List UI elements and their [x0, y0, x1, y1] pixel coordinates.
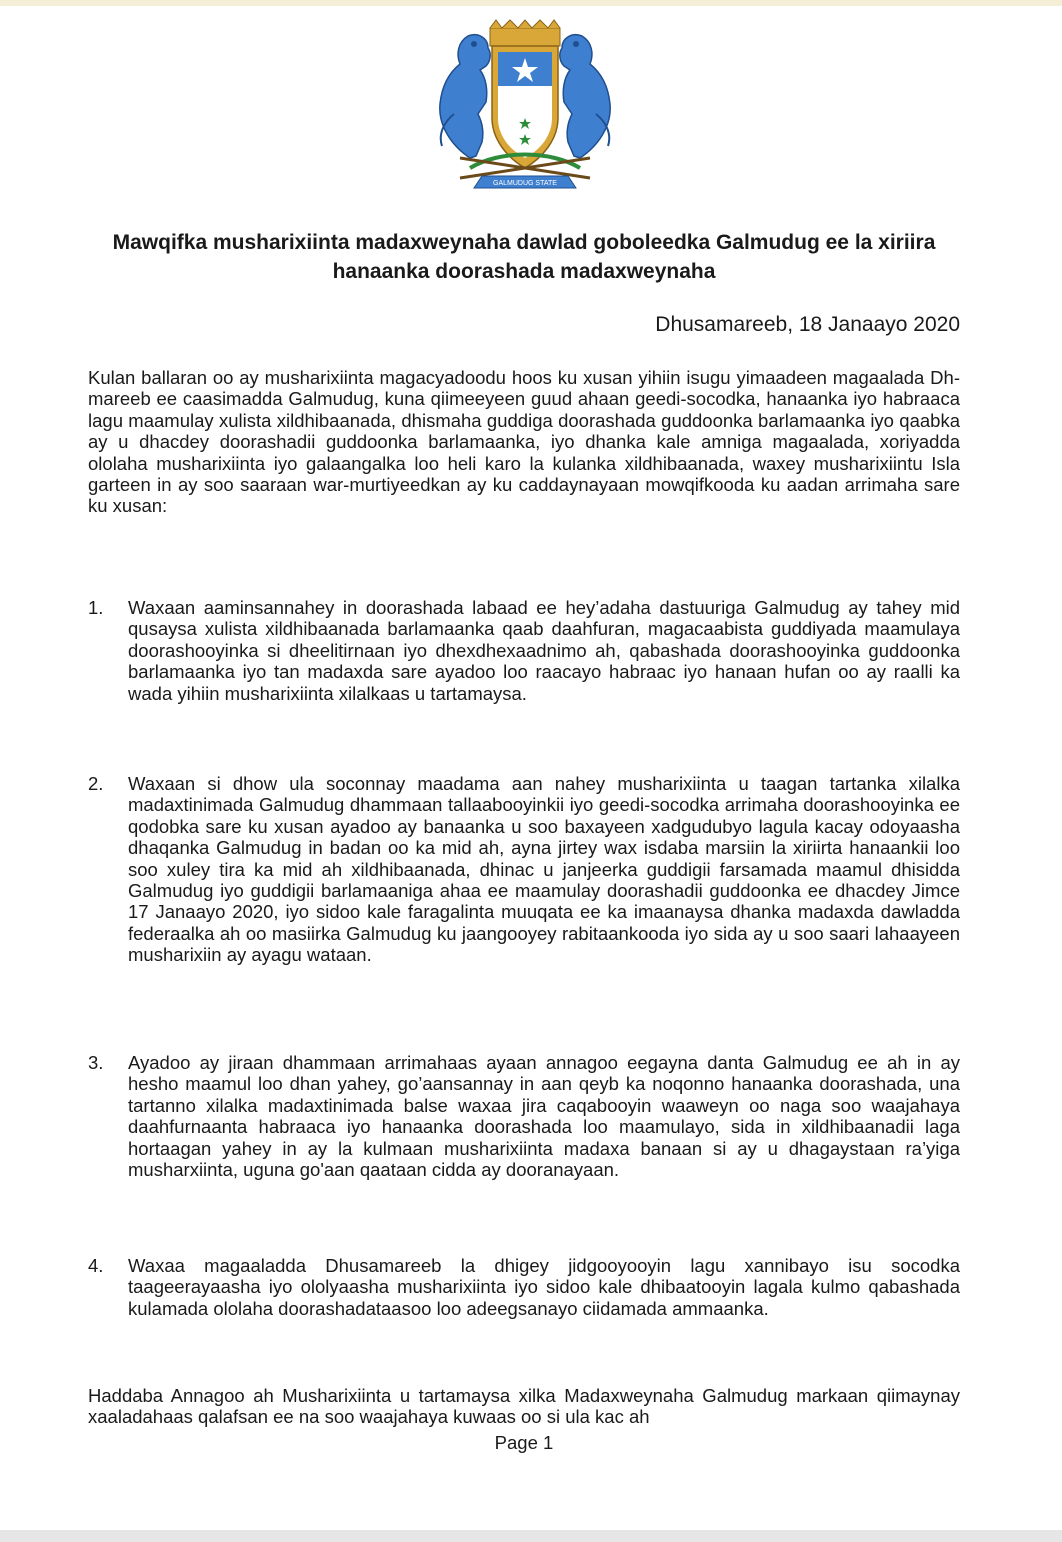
- intro-paragraph: Kulan ballaran oo ay musharixiinta magacyadoodu hoos ku xusan yihiin isugu yimaadeen magaalada Dh-mareeb ee caasimadda Galmudug, kuna qiimeeyeen guud ahaan geedi-socodka, hanaanka iyo habraaca lagu maamulay xulista xildhibaanada, dhismaha guddiga doorashada guddoonka barlamaanka iyo qaabka ay u dhacdey doorashadii guddoonka barlamaanka, iyo dhanka kale amniga magaalada, xoriyadda ololaha musharixiinta iyo galaangalka loo heli karo la kulanka xildhibaanada, waxey musharixiintu Isla garteen in ay soo saaraan war-murtiyeedkan ay ku caddaynayaan mowqifkooda ku aadan arrimaha sare ku xusan:: [88, 367, 960, 517]
- right-lion-icon: [560, 35, 610, 158]
- dateline: Dhusamareeb, 18 Janaayo 2020: [655, 313, 960, 336]
- left-lion-icon: [440, 35, 490, 158]
- banner-text: GALMUDUG STATE: [493, 180, 557, 187]
- list-item-text: Waxaan si dhow ula soconnay maadama aan nahey musharixiinta u taagan tartanka xilalka madaxtinimada Galmudug dhammaan tallaabooyinkii iyo geedi-socodka arrimaha doorashooyinka ee qodobka sare ku xusan ayadoo ay banaanka u soo baxayeen xadgudubyo lagula kacay odoyaasha dhaqanka Galmudug in badan oo ka mid ah, ayna jirtey wax isdaba marsiin la xiriirta hanaankii loo soo xuley tira ka mid ah xildhibaanada, dhinac u janjeerka guddigii farsamada maamul dhisidda Galmudug iyo guddigii barlamaaniga ahaa ee maamulay doorashadii guddoonka ee dhacdey Jimce 17 Janaayo 2020, iyo sidoo kale faragalinta muuqata ee ka imaanaysa dhanka madaxda dawladda federaalka ah oo masiirka Galmudug ku jaangooyey rabitaankooda iyo sida ay u soo saari lahaayeen musharixiin ay ayagu wataan.: [128, 773, 960, 966]
- galmudug-coat-of-arms-logo: [430, 18, 620, 196]
- list-number: 1.: [88, 597, 104, 618]
- top-edge: [0, 0, 1062, 6]
- list-item: [88, 1052, 960, 1180]
- list-item: [88, 597, 960, 704]
- page-number: Page 1: [494, 1432, 554, 1453]
- page-gap: [0, 1530, 1062, 1542]
- document-title: Mawqifka musharixiinta madaxweynaha dawlad goboleedka Galmudug ee la xiriira hanaanka doorashada madaxweynaha: [112, 231, 936, 283]
- list-number: 2.: [88, 773, 104, 794]
- list-item-text: Waxaa magaaladda Dhusamareeb la dhigey jidgooyooyin lagu xannibayo isu socodka taageerayaasha iyo ololyaasha musharixiinta iyo sidoo kale dhibaatooyin lagala kulmo qabashada kulamada ololaha doorashadataasoo loo adeegsanayo ciidamada ammaanka.: [128, 1255, 960, 1319]
- list-item-text: Ayadoo ay jiraan dhammaan arrimahaas ayaan annagoo eegayna danta Galmudug ee ah in ay hesho maamul loo dhan yahey, go’aansannay in aan qeyb ka noqonno hanaanka doorashada, una tartanno xilalka madaxtinimada balse waxaa jira caqabooyin waaweyn oo naga soo waajahaya daahfurnaanta habraaca iyo hanaanka doorashada loo maamulayo, sida in xildhibaanadii laga hortaagan yahey in ay la kulmaan musharixiinta madaxa banaan si ay u dhagaystaan ra’yiga musharxiinta, uguna go'aan qaataan cidda ay dooranayaan.: [128, 1052, 960, 1181]
- list-item: [88, 1255, 960, 1319]
- list-number: 4.: [88, 1255, 104, 1276]
- list-item: [88, 773, 960, 966]
- list-number: 3.: [88, 1052, 104, 1073]
- closing-paragraph: Haddaba Annagoo ah Musharixiinta u tartamaysa xilka Madaxweynaha Galmudug markaan qiimaynay xaaladahaas qalafsan ee na soo waajahaya kuwaas oo si ula kac ah: [88, 1385, 960, 1428]
- list-item-text: Waxaan aaminsannahey in doorashada labaad ee hey’adaha dastuuriga Galmudug ay tahey mid qusaysa xulista xildhibaanada barlamaanka qaab daahfuran, magacaabista guddiyada maamulaya doorashooyinka si dheelitirnaan iyo dhexdhexaadnimo ah, qabashada doorashooyinka guddoonka barlamaanka iyo tan madaxda sare ayadoo loo raacayo habraac iyo hanaan hufan oo ay raalli ka wada yihiin musharixiinta xilalkaas u tartamaysa.: [128, 597, 960, 704]
- crown-icon: [490, 20, 560, 46]
